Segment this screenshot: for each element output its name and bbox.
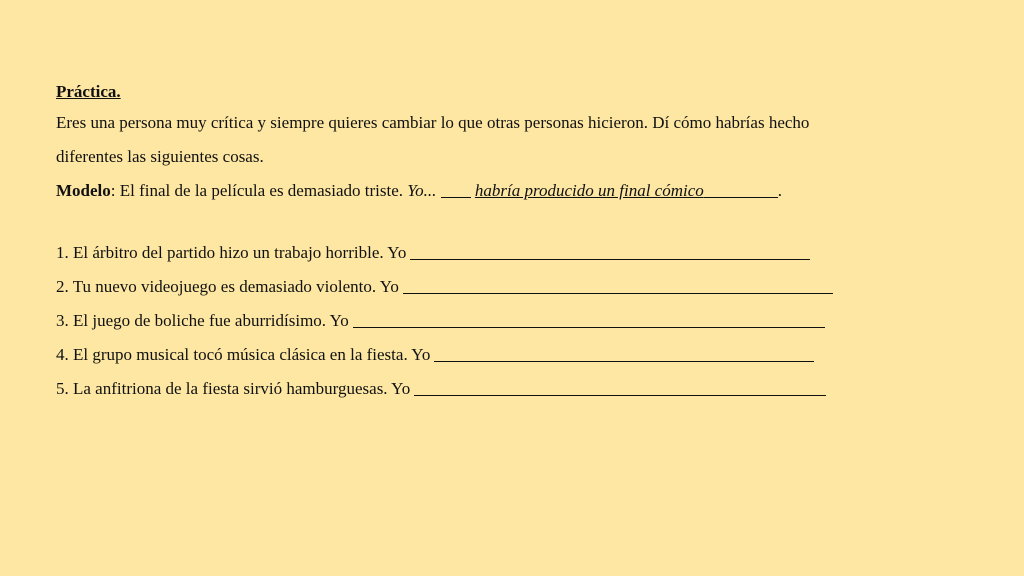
answer-blank-2[interactable] — [403, 277, 833, 294]
worksheet — [56, 78, 956, 406]
exercise-text: 3. El juego de boliche fue aburridísimo. Yo — [56, 311, 349, 330]
model-yo: Yo... — [407, 181, 437, 200]
exercise-4 — [56, 338, 956, 372]
exercise-1 — [56, 236, 956, 270]
model-period: . — [777, 181, 783, 200]
instructions-line-2 — [56, 140, 956, 174]
model-label: Modelo — [56, 181, 111, 200]
instructions-line-1 — [56, 106, 956, 140]
title-line — [56, 78, 956, 106]
exercise-text: 4. El grupo musical tocó música clásica en la fiesta. Yo — [56, 345, 431, 364]
answer-blank-5[interactable] — [414, 379, 826, 396]
answer-blank-4[interactable] — [434, 345, 814, 362]
model-blank-short — [441, 181, 471, 198]
model-colon: : — [110, 181, 116, 200]
model-answer: habría producido un final cómico — [474, 181, 704, 200]
exercise-text: 2. Tu nuevo videojuego es demasiado violento. Yo — [56, 277, 399, 296]
answer-blank-1[interactable] — [410, 243, 810, 260]
instructions-text: Eres una persona muy crítica y siempre quieres cambiar lo que otras personas hicieron. Dí cómo habrías hecho — [56, 113, 810, 132]
model-line — [56, 174, 956, 208]
exercise-text: 1. El árbitro del partido hizo un trabajo horrible. Yo — [56, 243, 407, 262]
exercise-2 — [56, 270, 956, 304]
exercise-5 — [56, 372, 956, 406]
instructions-text-cont: diferentes las siguientes cosas. — [56, 147, 264, 166]
exercise-text: 5. La anfitriona de la fiesta sirvió hamburguesas. Yo — [56, 379, 411, 398]
exercise-3 — [56, 304, 956, 338]
answer-blank-3[interactable] — [353, 311, 825, 328]
model-blank-tail — [704, 181, 778, 198]
spacer — [56, 208, 956, 236]
page-title: Práctica. — [56, 82, 121, 101]
model-sentence: El final de la película es demasiado triste. — [115, 181, 408, 200]
